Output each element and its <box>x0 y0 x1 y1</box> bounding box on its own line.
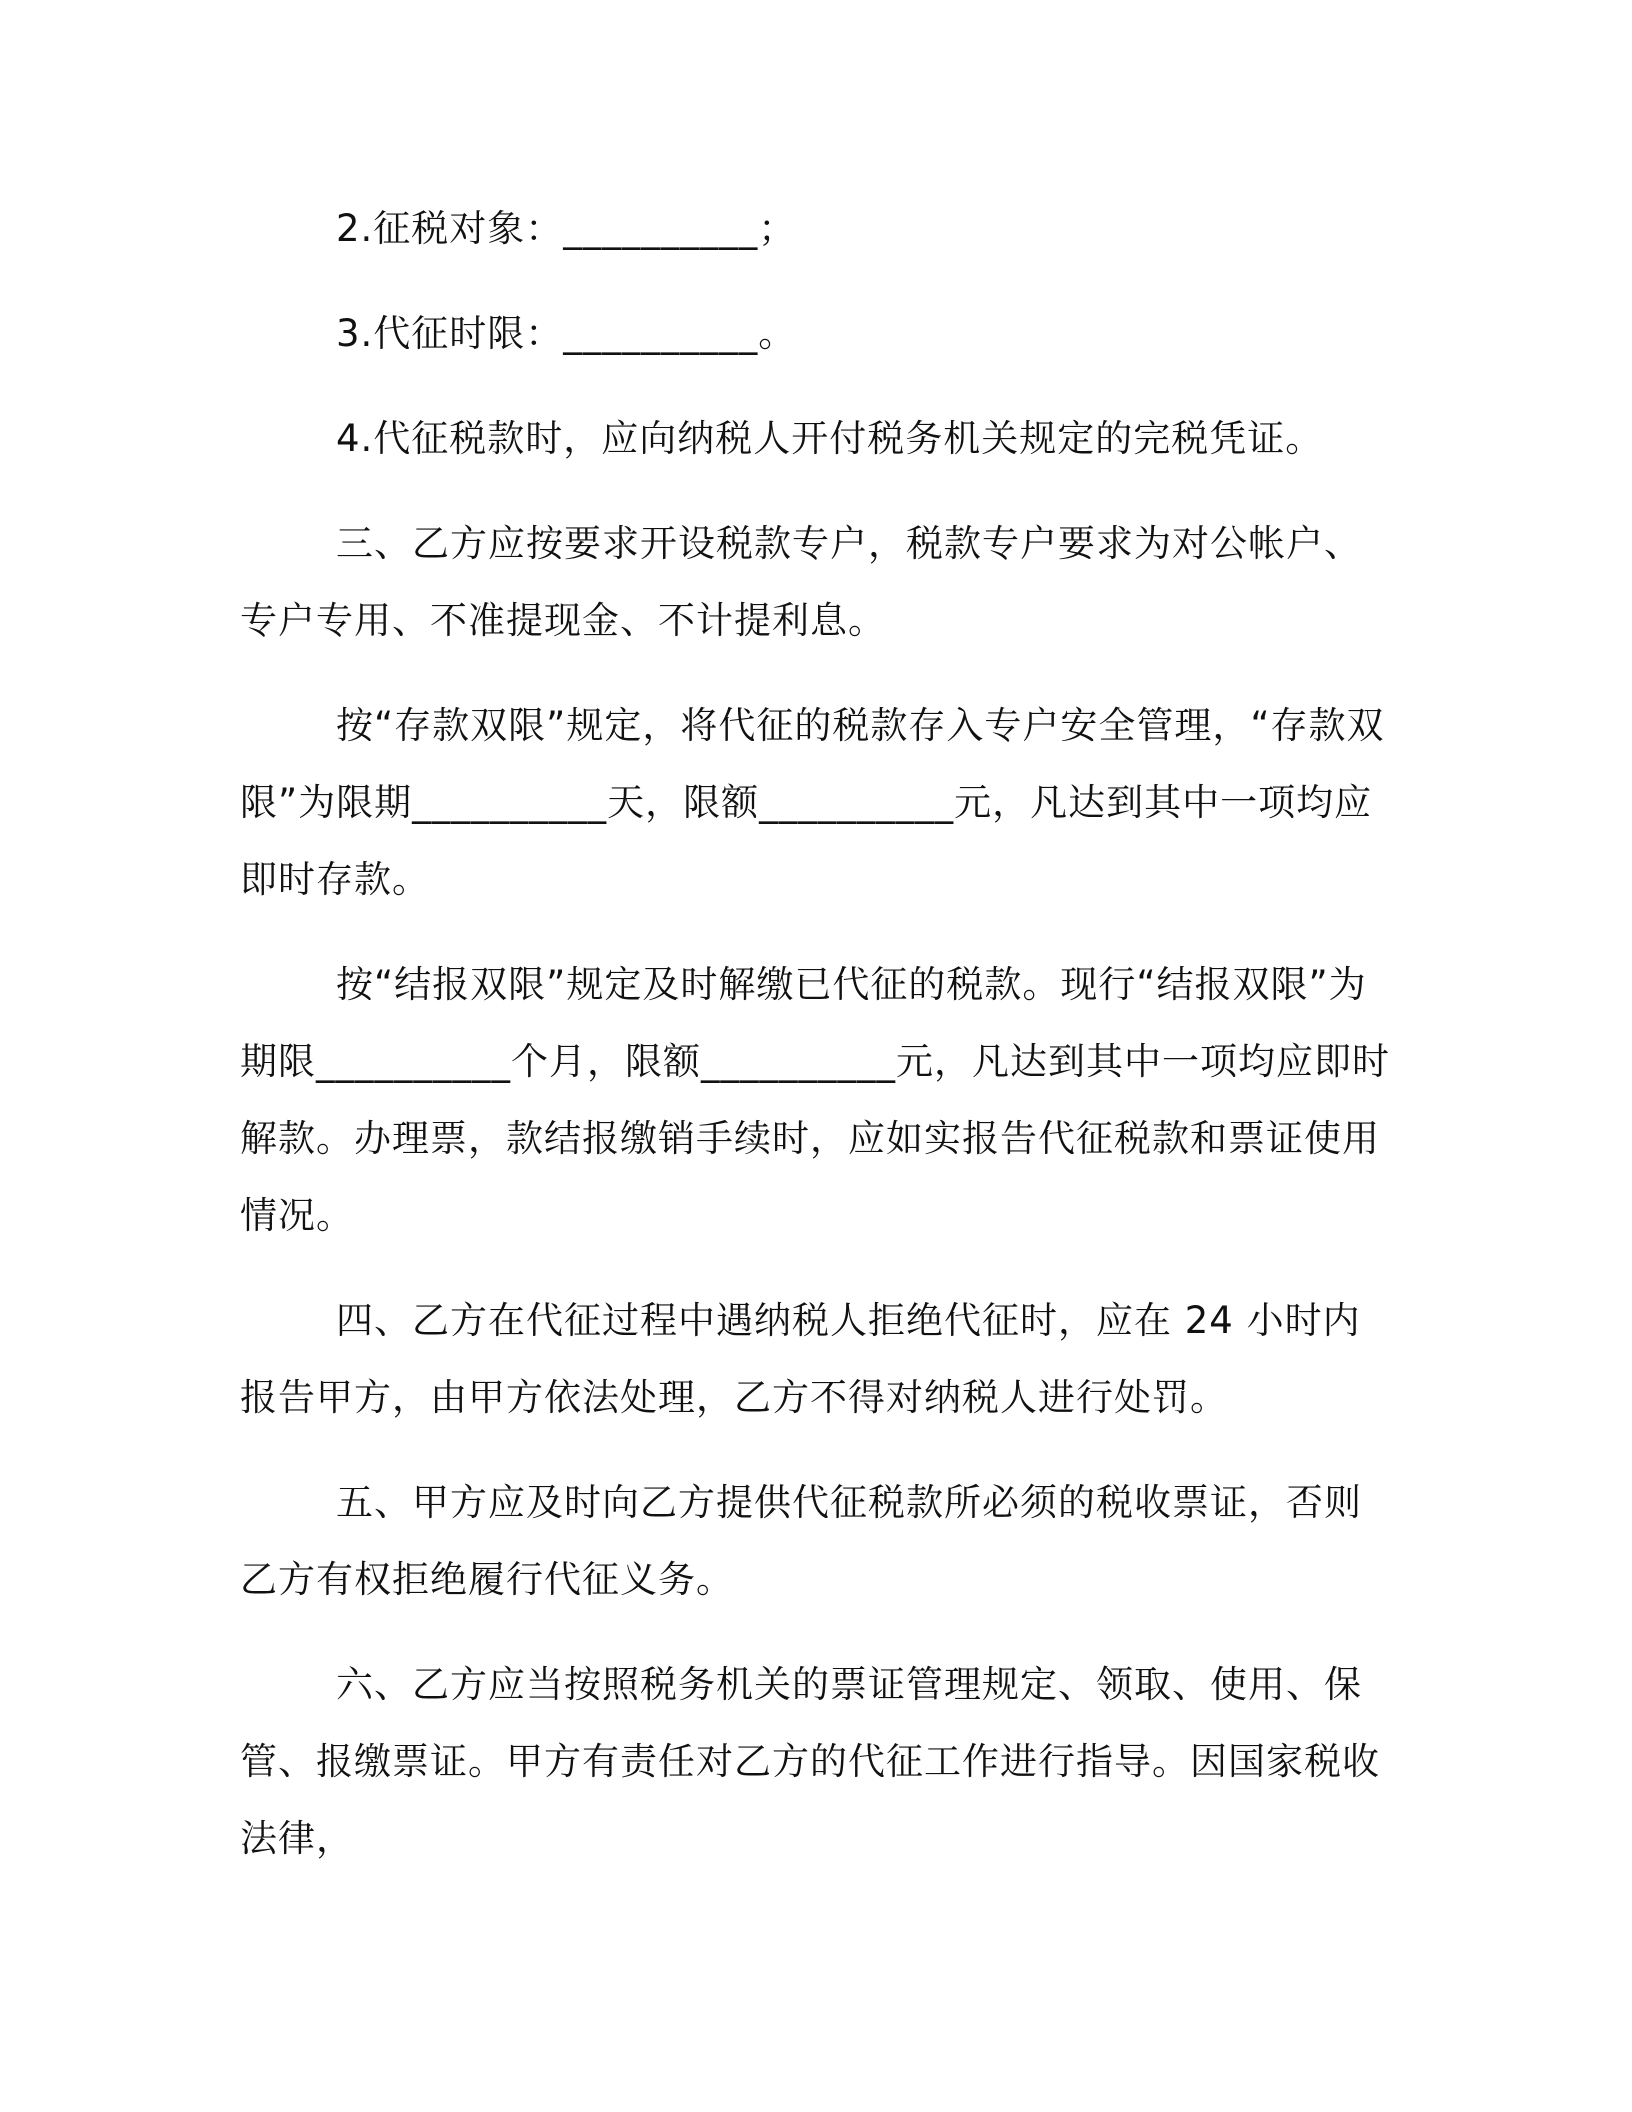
paragraph-deposit-limits: 按“存款双限”规定，将代征的税款存入专户安全管理，“存款双限”为限期__________天，限额__________元，凡达到其中一项均应即时存款。 <box>240 704 1385 901</box>
paragraph-tax-object: 2.征税对象：__________； <box>336 207 797 250</box>
paragraph-section-four: 四、乙方在代征过程中遇纳税人拒绝代征时，应在 24 小时内报告甲方，由甲方依法处理，乙方不得对纳税人进行处罚。 <box>240 1299 1361 1419</box>
paragraph-section-three: 三、乙方应按要求开设税款专户，税款专户要求为对公帐户、专户专用、不准提现金、不计提利息。 <box>240 522 1362 642</box>
paragraph-collection-period: 3.代征时限：__________。 <box>336 312 797 355</box>
document-body <box>240 190 1390 1877</box>
paragraph-settlement-limits: 按“结报双限”规定及时解缴已代征的税款。现行“结报双限”为期限__________个月，限额__________元，凡达到其中一项均应即时解款。办理票，款结报缴销手续时，应如实报告代征税款和票证使用情况。 <box>240 963 1390 1237</box>
paragraph-tax-receipt: 4.代征税款时，应向纳税人开付税务机关规定的完税凭证。 <box>336 417 1324 460</box>
paragraph-section-five: 五、甲方应及时向乙方提供代征税款所必须的税收票证，否则乙方有权拒绝履行代征义务。 <box>240 1481 1362 1601</box>
paragraph-section-six: 六、乙方应当按照税务机关的票证管理规定、领取、使用、保管、报缴票证。甲方有责任对乙方的代征工作进行指导。因国家税收法律， <box>240 1663 1380 1860</box>
